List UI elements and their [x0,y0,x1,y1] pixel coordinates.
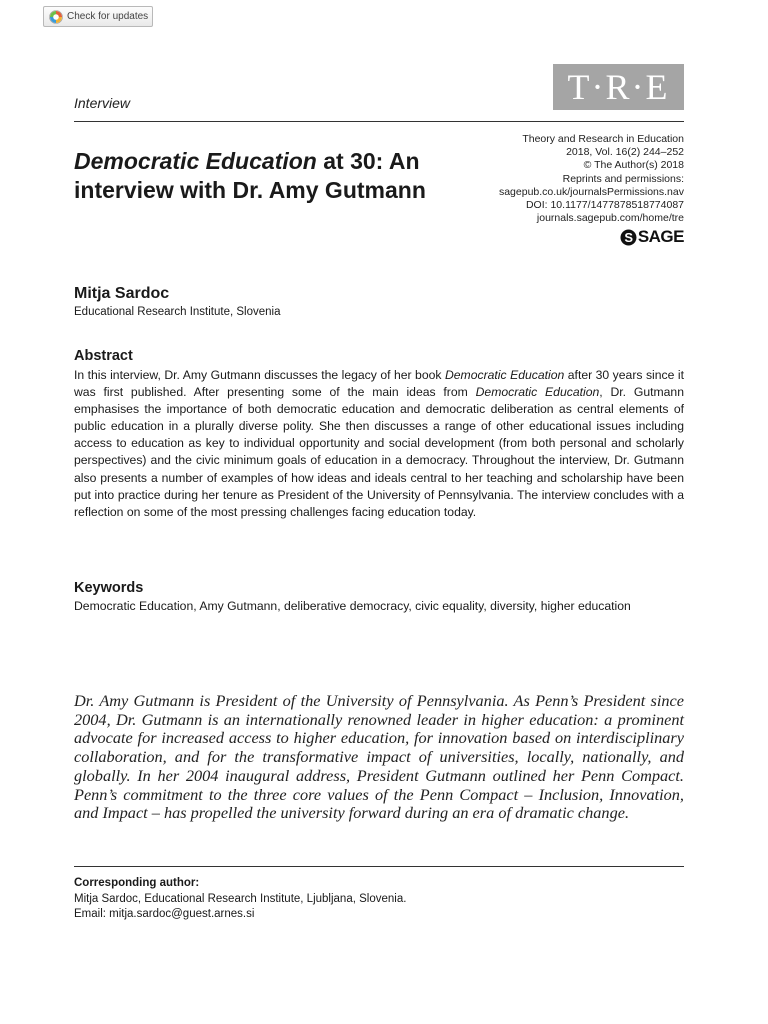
abstract-book-title: Democratic Education [475,385,600,400]
journal-name: Theory and Research in Education [522,133,684,145]
journal-home-link[interactable]: journals.sagepub.com/home/tre [536,212,684,225]
abstract-text-part: In this interview, Dr. Amy Gutmann discusses the legacy of her book [74,368,445,382]
abstract-text [74,367,684,521]
journal-info [499,133,684,225]
article-title-rest: at 30: An interview with Dr. Amy Gutmann [74,148,426,203]
author-name: Mitja Sardoc [74,285,170,302]
keywords-heading: Keywords [74,580,144,596]
svg-text:S: S [624,229,633,245]
check-for-updates-button[interactable] [43,6,153,27]
corresponding-author [74,876,406,923]
reprints-link[interactable]: sagepub.co.uk/journalsPermissions.nav [498,185,684,198]
article-title [74,147,474,205]
check-for-updates-label: Check for updates [67,11,149,22]
reprints-label: Reprints and permissions: [562,172,684,185]
abstract-text-part: after 30 years since it was first published. After presenting some of the main ideas from [74,368,684,400]
author-affiliation: Educational Research Institute, Slovenia [74,306,281,318]
corresponding-author-address: Mitja Sardoc, Educational Research Institute, Ljubljana, Slovenia. [74,892,407,905]
journal-logo [553,64,684,110]
journal-logo-text: T·R·E [567,67,670,107]
abstract-book-title: Democratic Education [444,368,565,382]
publisher-logo [620,227,684,247]
copyright: © The Author(s) 2018 [583,159,684,172]
header-divider [74,121,684,122]
interviewee-bio: Dr. Amy Gutmann is President of the University of Pennsylvania. As Penn’s President since 2004, Dr. Gutmann is an internationally renowned leader in higher education: a prominent advocate for increased access to higher education, for innovation based on interdisciplinary collaboration, and for the transformative impact of universities, locally, nationally, and globally. In her 2004 inaugural address, President Gutmann outlined her Penn Compact. Penn’s commitment to the three core values of the Penn Compact – Inclusion, Innovation, and Impact – has propelled the university forward during an era of dramatic change. [74,691,684,823]
article-title-book: Democratic Education [74,148,317,174]
article-type-label: Interview [74,95,131,111]
journal-volume: 2018, Vol. 16(2) 244–252 [566,146,684,159]
doi[interactable]: DOI: 10.1177/1477878518774087 [525,199,684,212]
abstract-text-part: , Dr. Gutmann emphasises the importance of both democratic education and democratic deliberation as central elements of public education in a plurally diverse polity. She then discusses a range of other educational issues including access to education as key to individual opportunity and social development (from both personal and scholarly perspectives) and the civic minimum goals of education in a democracy. Throughout the interview, Dr. Gutmann also presents a number of examples of how ideas and ideals central to her teaching and scholarship have been put into practice during her tenure as President of the University of Pennsylvania. The interview concludes with a reflection on some of the most pressing challenges facing education today. [74,385,684,519]
keywords-text: Democratic Education, Amy Gutmann, deliberative democracy, civic equality, diversity, higher education [74,599,631,613]
crossmark-icon [49,10,63,24]
abstract-heading: Abstract [74,348,133,364]
footnote-divider [74,866,684,867]
corresponding-author-email[interactable]: Email: mitja.sardoc@guest.arnes.si [74,908,255,920]
publisher-name: SAGE [637,227,684,246]
sage-logo-icon [620,229,637,246]
corresponding-author-label: Corresponding author: [74,877,200,889]
